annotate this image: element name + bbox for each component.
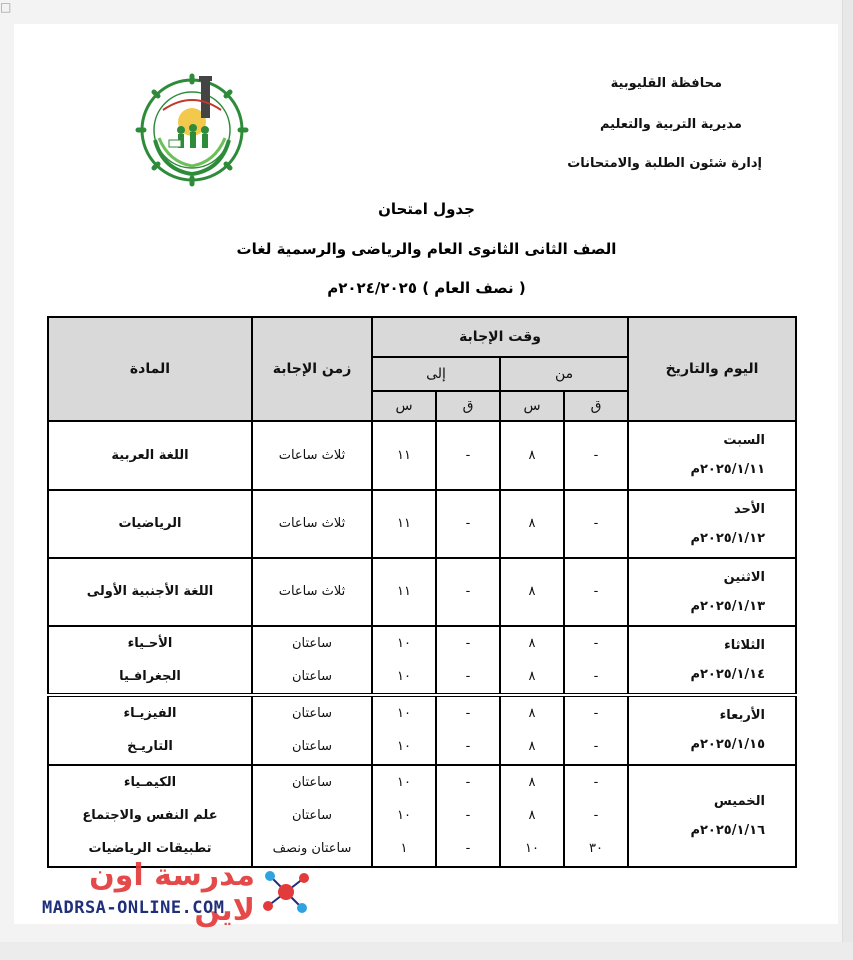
exam-date: ٢٠٢٥/١/١٥م [690, 737, 766, 753]
duration: ثلاث ساعات [252, 558, 372, 626]
day-name: الاثنين [723, 569, 766, 585]
exam-date: ٢٠٢٥/١/١٦م [690, 822, 766, 838]
watermark-english: MADRSA-ONLINE.COM [42, 898, 225, 918]
day-name: السبت [723, 433, 766, 449]
from-hours: ٨ [500, 558, 564, 626]
to-hours: ١٠ ١٠ ١ [372, 765, 436, 867]
to-minutes: - [436, 558, 500, 626]
day-name: الأربعاء [719, 708, 766, 724]
molecule-icon [258, 864, 314, 920]
from-minutes: - [564, 421, 628, 489]
governorate-name: محافظة القليوبية [610, 76, 722, 91]
table-row [48, 695, 796, 764]
header-to-minutes: ق [436, 391, 500, 421]
duration: ثلاث ساعات [252, 421, 372, 489]
subject: الفيزيـاء التاريـخ [48, 695, 252, 764]
table-row [48, 765, 796, 867]
from-minutes: - - [564, 695, 628, 764]
to-hours: ١١ [372, 558, 436, 626]
header-day-date: اليوم والتاريخ [628, 317, 796, 421]
exam-date: ٢٠٢٥/١/١٤م [690, 667, 766, 683]
to-hours: ١٠ ١٠ [372, 695, 436, 764]
to-hours: ١١ [372, 421, 436, 489]
table-row [48, 490, 796, 558]
bottom-margin [0, 942, 853, 960]
from-hours: ٨ [500, 421, 564, 489]
exam-date: ٢٠٢٥/١/١٣م [690, 598, 766, 614]
from-hours: ٨ [500, 490, 564, 558]
header-to: إلى [372, 357, 500, 391]
table-row [48, 626, 796, 695]
subject: الرياضيات [48, 490, 252, 558]
exam-schedule-table [47, 316, 797, 868]
exam-date: ٢٠٢٥/١/١٢م [690, 530, 766, 546]
to-minutes: - - [436, 695, 500, 764]
from-hours: ٨ ٨ ١٠ [500, 765, 564, 867]
day-date-cell [628, 765, 796, 867]
duration: ساعتان ساعتان [252, 695, 372, 764]
header-answer-time: وقت الإجابة [372, 317, 628, 357]
header-to-hours: س [372, 391, 436, 421]
subject: الأحـياء الجغرافـيا [48, 626, 252, 695]
exam-date: ٢٠٢٥/١/١١م [690, 462, 766, 478]
day-date-cell [628, 421, 796, 489]
from-minutes: - [564, 490, 628, 558]
header-from: من [500, 357, 628, 391]
day-date-cell [628, 558, 796, 626]
header-duration: زمن الإجابة [252, 317, 372, 421]
to-minutes: - [436, 490, 500, 558]
from-hours: ٨ ٨ [500, 695, 564, 764]
from-hours: ٨ ٨ [500, 626, 564, 695]
to-minutes: - - [436, 626, 500, 695]
day-date-cell [628, 490, 796, 558]
scrollbar[interactable] [842, 0, 853, 960]
to-minutes: - - - [436, 765, 500, 867]
day-date-cell [628, 626, 796, 695]
site-watermark [40, 858, 310, 928]
table-row [48, 558, 796, 626]
department-name: إدارة شئون الطلبة والامتحانات [567, 156, 762, 171]
corner-mark: □ [0, 0, 12, 14]
to-minutes: - [436, 421, 500, 489]
duration: ساعتان ساعتان [252, 626, 372, 695]
to-hours: ١١ [372, 490, 436, 558]
term-title: ( نصف العام ) ٢٠٢٤/٢٠٢٥م [327, 279, 526, 297]
day-name: الأحد [734, 501, 766, 517]
day-name: الخميس [713, 793, 766, 809]
directorate-logo [133, 70, 251, 188]
grade-title: الصف الثانى الثانوى العام والرياضى والرسمية لغات [236, 240, 617, 258]
directorate-name: مديرية التربية والتعليم [599, 117, 742, 132]
from-minutes: - - ٣٠ [564, 765, 628, 867]
table-row [48, 421, 796, 489]
day-date-cell [628, 695, 796, 764]
document-title: جدول امتحان [378, 200, 475, 218]
header-subject: المادة [48, 317, 252, 421]
from-minutes: - [564, 558, 628, 626]
from-minutes: - - [564, 626, 628, 695]
day-name: الثلاثاء [724, 638, 766, 654]
subject: اللغة العربية [48, 421, 252, 489]
header-from-minutes: ق [564, 391, 628, 421]
subject: الكيمـياء علم النفس والاجتماع تطبيقات الرياضيات [48, 765, 252, 867]
watermark-arabic: مدرسة اون لاين [89, 858, 255, 928]
to-hours: ١٠ ١٠ [372, 626, 436, 695]
subject: اللغة الأجنبية الأولى [48, 558, 252, 626]
duration: ساعتان ساعتان ساعتان ونصف [252, 765, 372, 867]
header-from-hours: س [500, 391, 564, 421]
duration: ثلاث ساعات [252, 490, 372, 558]
